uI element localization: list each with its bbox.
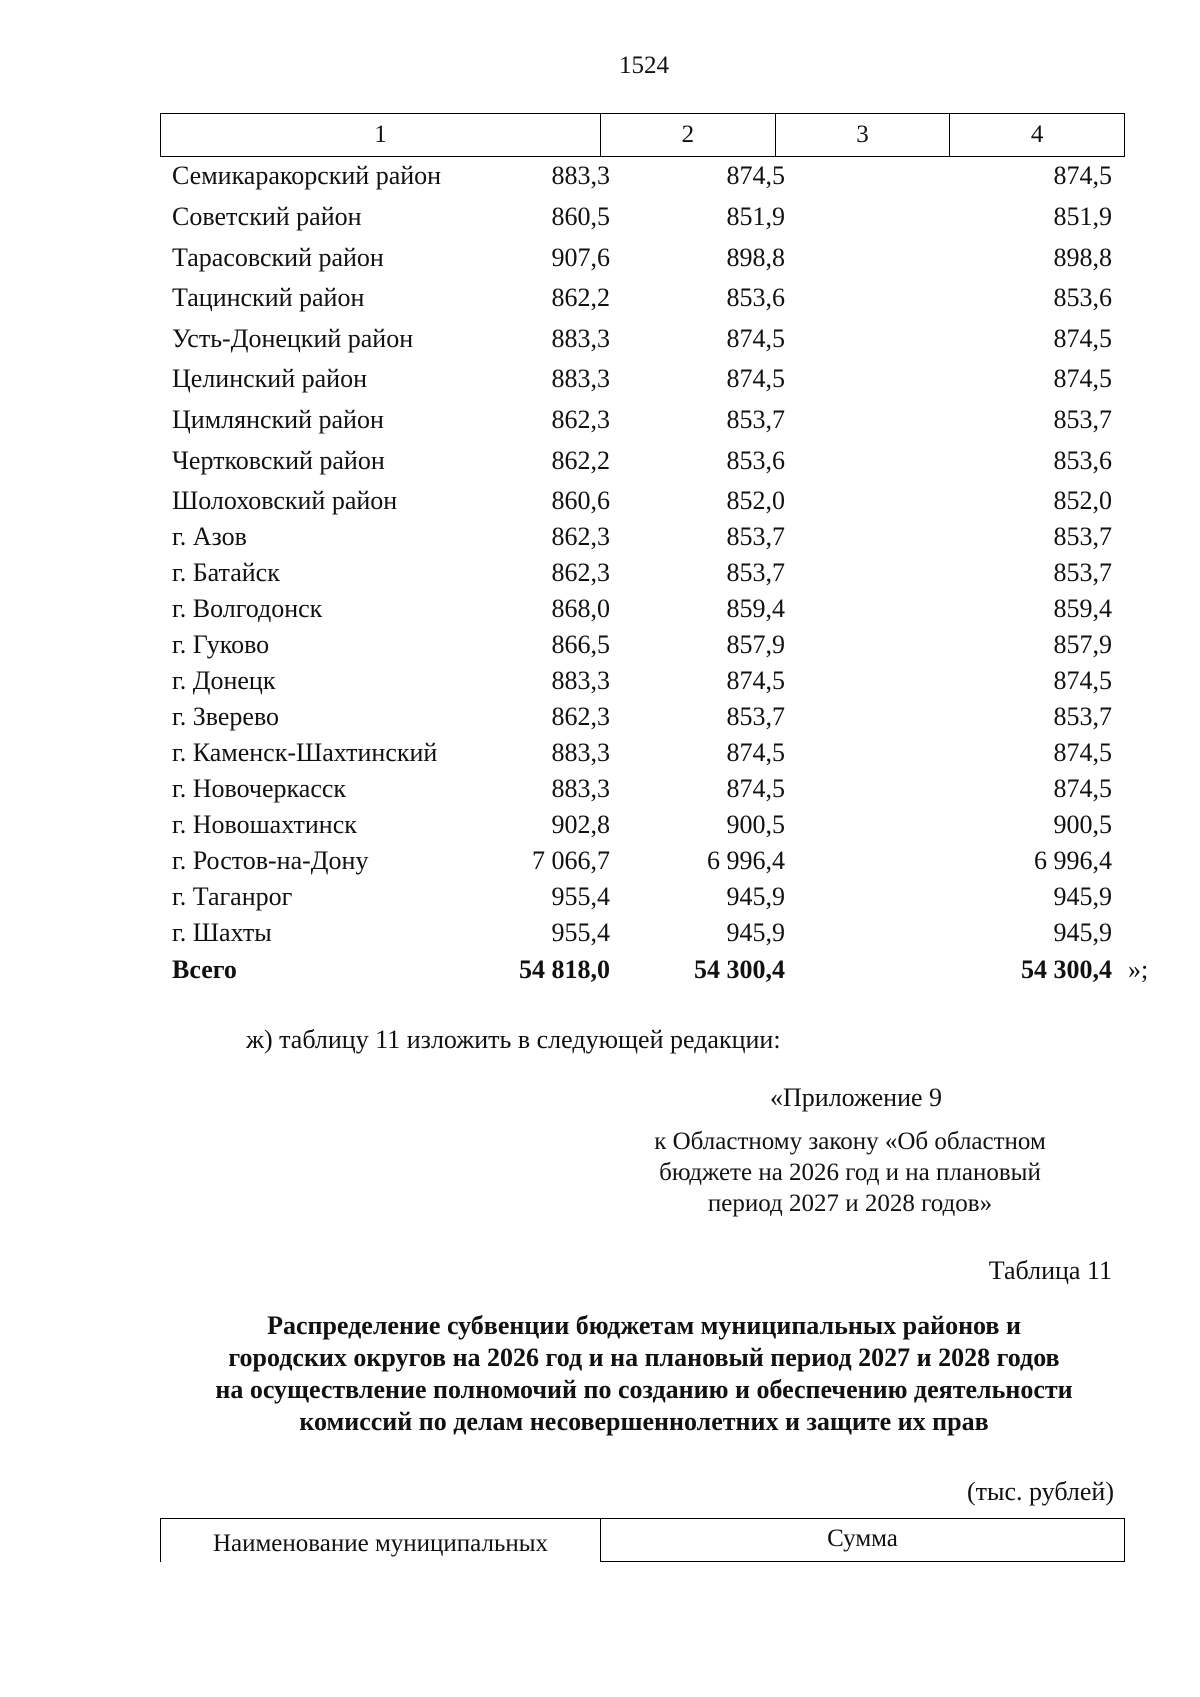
row-value-2027: 945,9 [726,882,785,911]
total-row [160,952,1125,988]
row-value-2028: 853,7 [1053,522,1112,551]
table-row [160,591,1125,627]
table-row [160,158,1125,194]
row-name: Целинский район [172,364,367,393]
table-row [160,735,1125,771]
row-name: Советский район [172,202,362,231]
table1-header-col-2: 2 [600,114,775,156]
row-value-2028: 853,7 [1053,405,1112,434]
row-name: г. Новочеркасск [172,774,347,803]
row-value-2028: 874,5 [1053,738,1112,767]
total-value-2026: 54 818,0 [519,955,610,984]
row-value-2027: 853,7 [726,522,785,551]
table1-header-row [160,113,1125,157]
row-value-2028: 853,6 [1053,446,1112,475]
table2-header-name: Наименование муниципальных [160,1518,600,1562]
total-label: Всего [172,955,237,984]
row-name: г. Новошахтинск [172,810,357,839]
row-name: Тацинский район [172,283,365,312]
table-row [160,915,1125,951]
row-value-2026: 883,3 [551,774,610,803]
row-value-2028: 852,0 [1053,486,1112,515]
row-value-2026: 862,3 [551,702,610,731]
row-value-2027: 874,5 [726,666,785,695]
row-name: г. Волгодонск [172,594,323,623]
row-name: г. Гуково [172,630,270,659]
row-value-2028: 874,5 [1053,774,1112,803]
row-value-2028: 874,5 [1053,161,1112,190]
row-value-2027: 874,5 [726,161,785,190]
row-value-2027: 874,5 [726,324,785,353]
row-name: г. Шахты [172,918,272,947]
row-value-2027: 853,7 [726,558,785,587]
table-row [160,771,1125,807]
row-value-2026: 862,2 [551,283,610,312]
row-value-2028: 900,5 [1053,810,1112,839]
row-value-2027: 859,4 [726,594,785,623]
row-value-2028: 945,9 [1053,918,1112,947]
row-value-2027: 852,0 [726,486,785,515]
row-name: г. Ростов-на-Дону [172,846,369,875]
row-value-2026: 883,3 [551,364,610,393]
row-value-2027: 857,9 [726,630,785,659]
row-value-2027: 900,5 [726,810,785,839]
row-value-2026: 862,3 [551,522,610,551]
row-name: г. Донецк [172,666,276,695]
row-value-2027: 851,9 [726,202,785,231]
table-title-line: на осуществление полномочий по созданию и обеспечению деятельности [215,1375,1073,1404]
row-value-2027: 874,5 [726,738,785,767]
row-value-2028: 857,9 [1053,630,1112,659]
row-value-2026: 883,3 [551,324,610,353]
row-value-2028: 853,6 [1053,283,1112,312]
row-value-2028: 851,9 [1053,202,1112,231]
table-row [160,443,1125,479]
row-value-2028: 874,5 [1053,666,1112,695]
table-title-line: городских округов на 2026 год и на плановый период 2027 и 2028 годов [228,1343,1060,1372]
row-value-2026: 955,4 [551,918,610,947]
table1-header-col-1: 1 [374,121,387,148]
table-row [160,699,1125,735]
row-value-2027: 874,5 [726,774,785,803]
total-value-2028: 54 300,4 [1021,955,1112,984]
row-value-2027: 898,8 [726,243,785,272]
row-value-2026: 868,0 [551,594,610,623]
row-name: г. Таганрог [172,882,293,911]
table2-header [160,1518,1125,1562]
row-name: г. Каменск-Шахтинский [172,738,438,767]
row-value-2026: 955,4 [551,882,610,911]
table-row [160,627,1125,663]
table-title-line: комиссий по делам несовершеннолетних и защите их прав [299,1407,989,1436]
table-row [160,483,1125,519]
row-value-2026: 883,3 [551,738,610,767]
table-row [160,843,1125,879]
row-value-2026: 7 066,7 [532,846,610,875]
row-value-2026: 866,5 [551,630,610,659]
row-name: Усть-Донецкий район [172,324,414,353]
row-value-2026: 862,2 [551,446,610,475]
table-row [160,361,1125,397]
row-value-2027: 853,6 [726,446,785,475]
row-value-2026: 860,5 [551,202,610,231]
table-row [160,879,1125,915]
row-name: Семикаракорский район [172,161,442,190]
table2-header-sum: Сумма [600,1518,1125,1562]
table-row [160,519,1125,555]
row-value-2028: 945,9 [1053,882,1112,911]
row-value-2026: 907,6 [551,243,610,272]
row-value-2027: 874,5 [726,364,785,393]
row-value-2028: 898,8 [1053,243,1112,272]
table-row [160,555,1125,591]
row-name: Шолоховский район [172,486,398,515]
unit-label: (тыс. рублей) [966,1477,1114,1506]
row-value-2027: 853,6 [726,283,785,312]
table-row [160,240,1125,276]
table-title-line: Распределение субвенции бюджетам муниципальных районов и [267,1311,1021,1340]
row-name: г. Зверево [172,702,280,731]
row-value-2028: 874,5 [1053,324,1112,353]
table-row [160,280,1125,316]
table1-header-col-3: 3 [775,114,950,156]
table-row [160,663,1125,699]
row-value-2028: 6 996,4 [1034,846,1112,875]
row-name: г. Азов [172,522,247,551]
row-value-2027: 853,7 [726,702,785,731]
row-value-2026: 862,3 [551,558,610,587]
row-value-2026: 883,3 [551,666,610,695]
total-value-2027: 54 300,4 [694,955,785,984]
row-value-2026: 860,6 [551,486,610,515]
row-value-2026: 883,3 [551,161,610,190]
row-name: г. Батайск [172,558,280,587]
table-title [130,1310,1158,1438]
row-value-2027: 6 996,4 [707,846,785,875]
row-name: Цимлянский район [172,405,384,434]
row-value-2028: 853,7 [1053,702,1112,731]
row-value-2027: 853,7 [726,405,785,434]
table-row [160,199,1125,235]
page-number: 1524 [619,52,669,79]
table1-header-col-4: 4 [949,114,1124,156]
table-row [160,807,1125,843]
row-value-2027: 945,9 [726,918,785,947]
row-value-2028: 859,4 [1053,594,1112,623]
row-value-2026: 862,3 [551,405,610,434]
appendix-title: «Приложение 9 [770,1083,943,1112]
row-value-2028: 853,7 [1053,558,1112,587]
row-name: Чертковский район [172,446,385,475]
closing-quote: »; [1128,955,1149,984]
appendix-line: период 2027 и 2028 годов» [707,1190,993,1217]
row-value-2028: 874,5 [1053,364,1112,393]
appendix-line: бюджете на 2026 год и на плановый [659,1159,1041,1186]
instruction-text: ж) таблицу 11 изложить в следующей редакции: [246,1025,781,1054]
row-name: Тарасовский район [172,243,384,272]
row-value-2026: 902,8 [551,810,610,839]
appendix-line: к Областному закону «Об областном [654,1128,1046,1155]
table-label: Таблица 11 [988,1256,1112,1285]
table-row [160,402,1125,438]
appendix-reference [600,1126,1100,1219]
table-row [160,321,1125,357]
